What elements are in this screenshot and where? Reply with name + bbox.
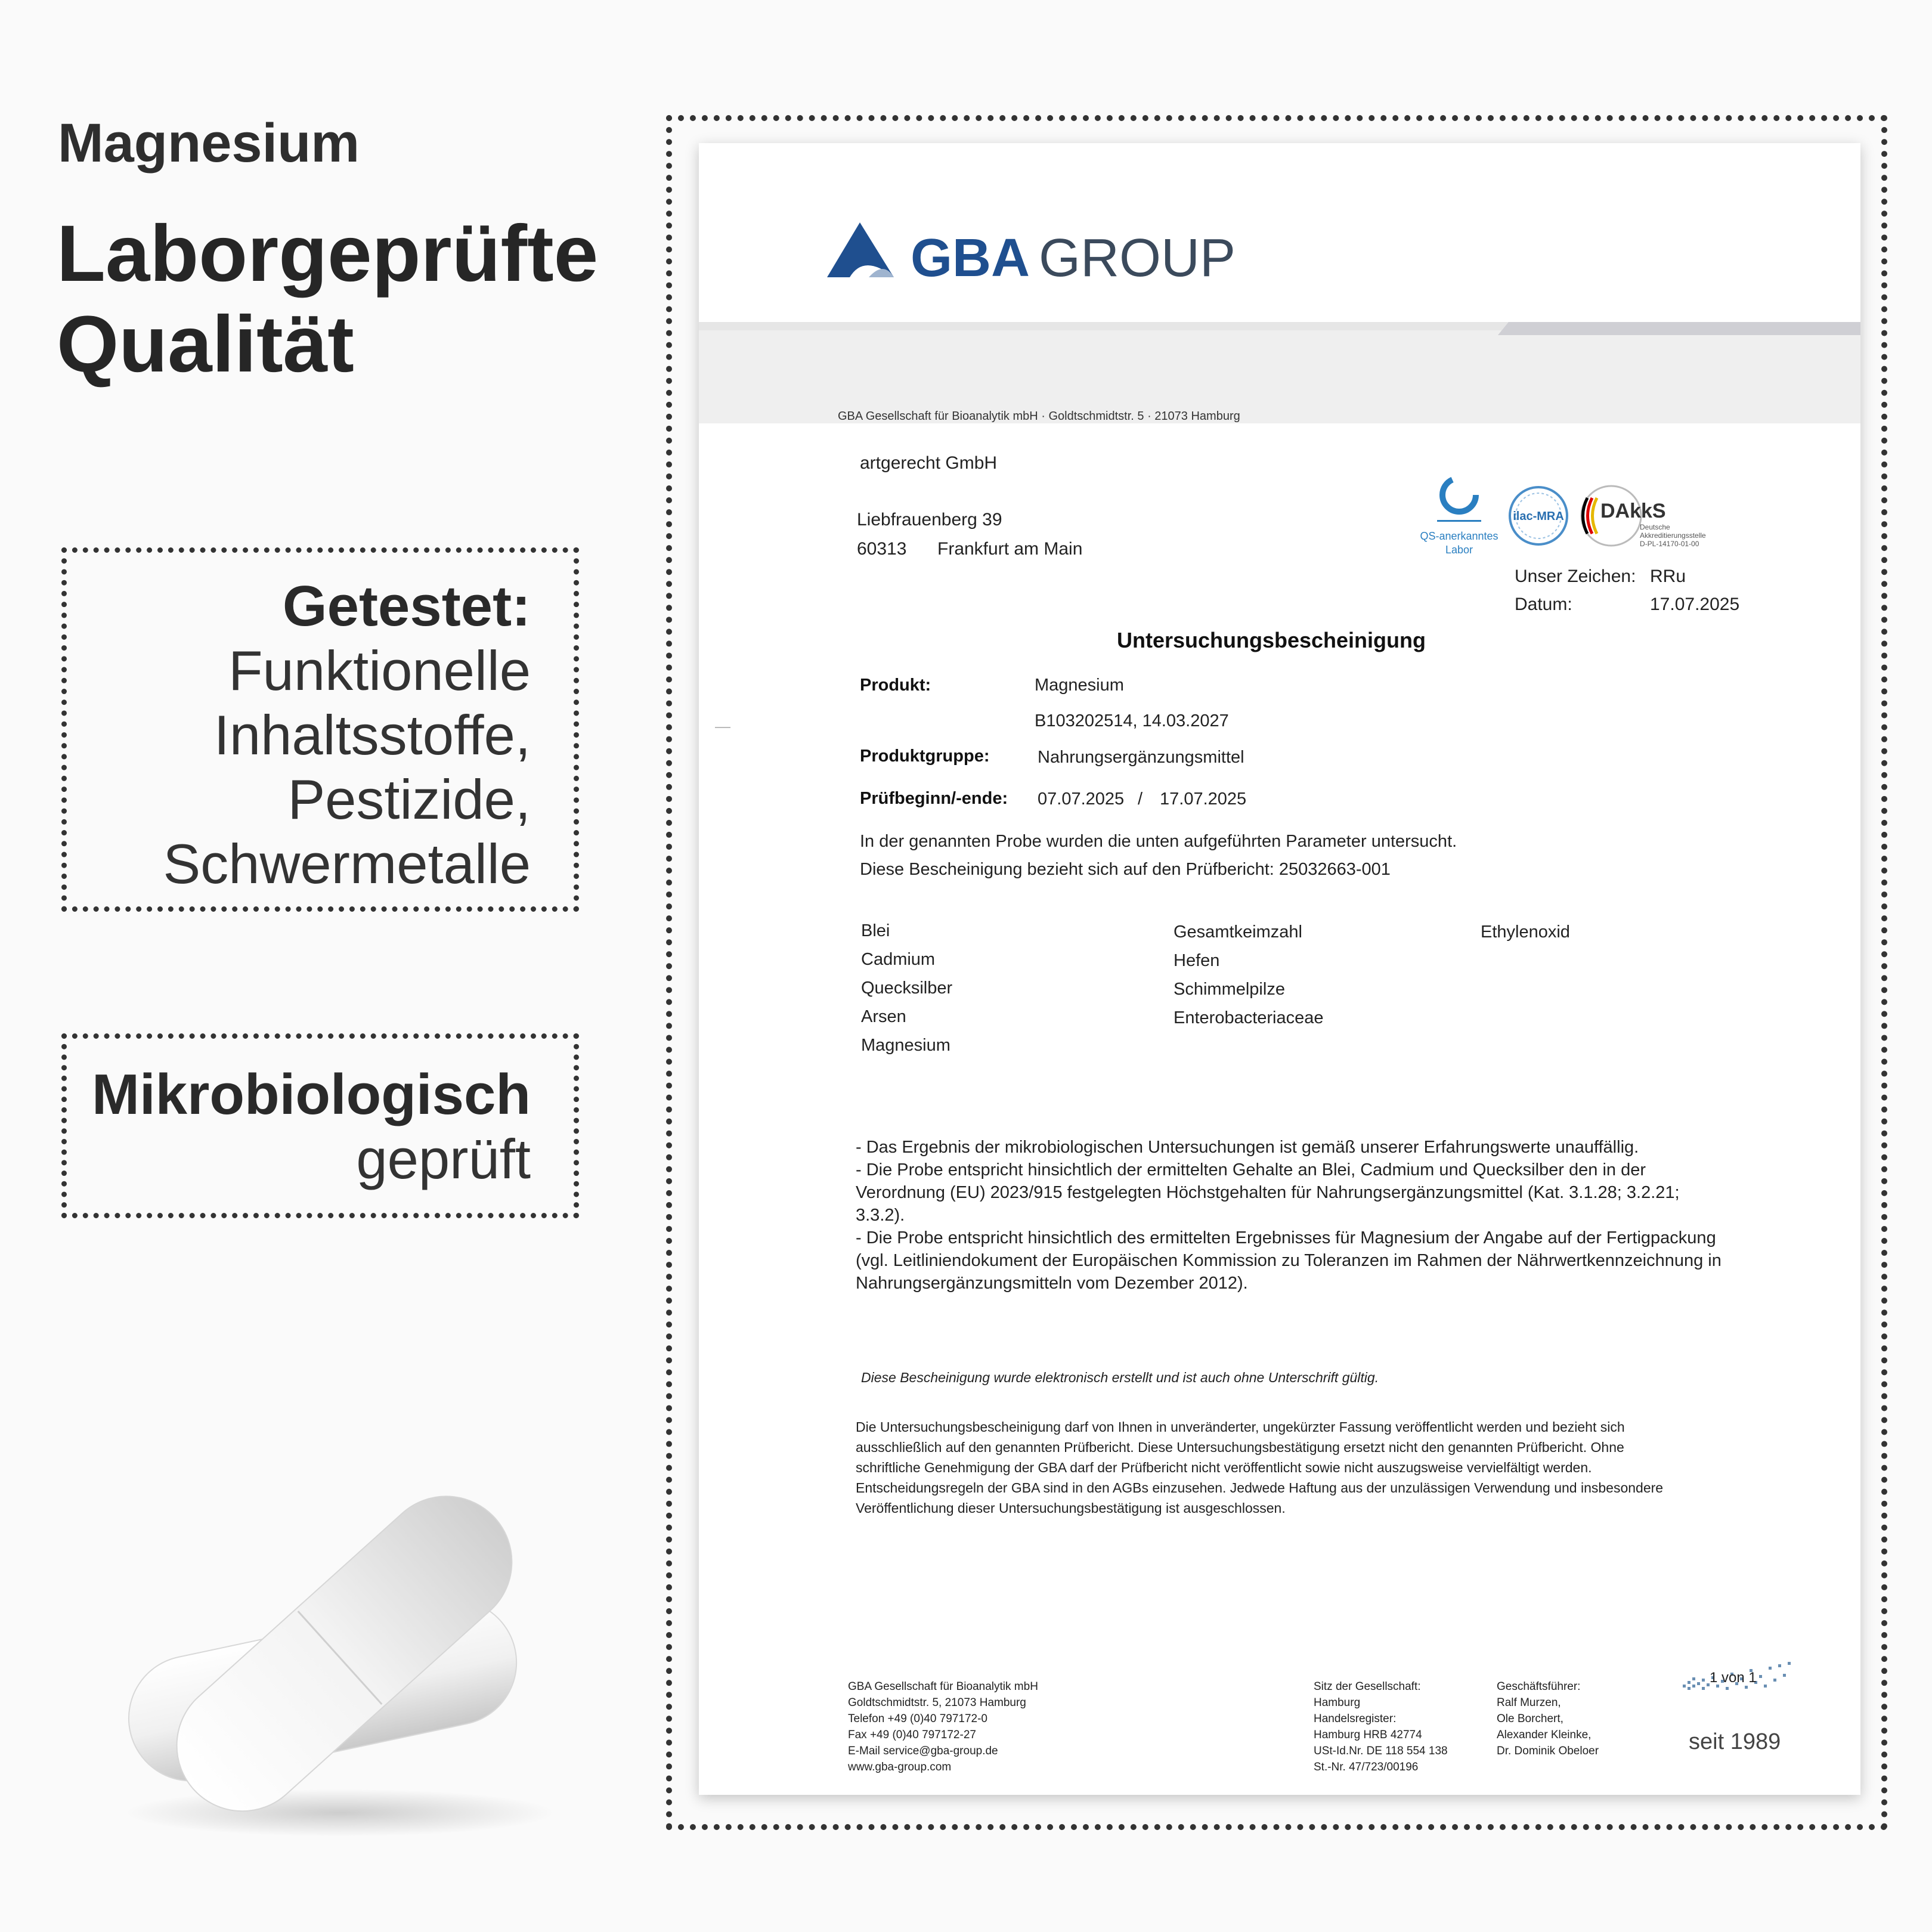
logo-text-light: GROUP — [1039, 228, 1236, 283]
since-year: seit 1989 — [1689, 1729, 1781, 1754]
certificate-document — [699, 143, 1860, 1795]
parameter-item: Schimmelpilze — [1174, 980, 1285, 999]
recipient-street: Liebfrauenberg 39 — [857, 510, 1002, 530]
logo-text-bold: GBA — [911, 228, 1030, 283]
parameter-item: Ethylenoxid — [1481, 922, 1570, 942]
disclaimer-line: Entscheidungsregeln der GBA sind in den AGBs einzusehen. Jedwede Haftung aus der unzulässigen Verwendung und insbesondere — [856, 1480, 1664, 1496]
document-title: Untersuchungsbescheinigung — [1116, 628, 1426, 652]
recipient-city: Frankfurt am Main — [937, 539, 1083, 559]
reference-value: RRu — [1650, 566, 1686, 586]
reference-label: Unser Zeichen: — [1515, 566, 1636, 586]
tested-title: Getestet: — [282, 574, 531, 638]
sender-line: GBA Gesellschaft für Bioanalytik mbH · Goldtschmidtstr. 5 · 21073 Hamburg — [838, 410, 1240, 423]
period-separator: / — [1138, 789, 1143, 809]
period-end: 17.07.2025 — [1160, 789, 1247, 809]
parameter-item: Arsen — [861, 1007, 906, 1026]
micro-line: geprüft — [356, 1128, 531, 1190]
micro-box — [61, 1033, 579, 1218]
result-line: Nahrungsergänzungsmitteln vom Dezember 2012). — [856, 1274, 1248, 1293]
product-label: Produkt: — [860, 676, 931, 695]
parameter-item: Blei — [861, 921, 890, 940]
footer-management: Geschäftsführer: Ralf Murzen, Ole Borchert, Alexander Kleinke, Dr. Dominik Obeloer — [1497, 1680, 1599, 1757]
tested-line: Funktionelle — [228, 639, 531, 702]
period-start: 07.07.2025 — [1038, 789, 1125, 809]
ilac-mra-icon — [1510, 487, 1567, 544]
svg-text:QS-anerkanntes: QS-anerkanntes — [1420, 530, 1498, 542]
product-group-value: Nahrungsergänzungsmittel — [1038, 748, 1244, 767]
footer-company: GBA Gesellschaft für Bioanalytik mbH Goldtschmidtstr. 5, 21073 Hamburg Telefon +49 (0)40 797172-0 Fax +49 (0)40 797172-27 E-Mail service@gba-group.de www.gba-group.com — [848, 1680, 1038, 1773]
headline-line-2: Qualität — [57, 300, 354, 389]
svg-text:DAkkS: DAkkS — [1600, 500, 1666, 522]
gba-group-logo — [827, 218, 1256, 283]
product-name: Magnesium — [58, 113, 360, 174]
tested-line: Schwermetalle — [163, 832, 531, 895]
parameter-item: Enterobacteriaceae — [1174, 1008, 1324, 1027]
intro-line: In der genannten Probe wurden die unten aufgeführten Parameter untersucht. — [860, 832, 1457, 851]
svg-text:Akkreditierungsstelle: Akkreditierungsstelle — [1640, 531, 1706, 540]
result-line: (vgl. Leitliniendokument der Europäischen Kommission zu Toleranzen im Rahmen der Nährwertkennzeichnung in — [856, 1251, 1722, 1270]
date-label: Datum: — [1515, 595, 1572, 614]
disclaimer-line: ausschließlich auf den genannten Prüfbericht. Diese Untersuchungsbestätigung ersetzt nicht den genannten Prüfbericht. Ohne — [856, 1439, 1624, 1455]
parameter-item: Hefen — [1174, 951, 1220, 970]
tested-box — [61, 547, 579, 912]
intro-line: Diese Bescheinigung bezieht sich auf den Prüfbericht: 25032663-001 — [860, 860, 1391, 879]
product-group-label: Produktgruppe: — [860, 747, 990, 766]
recipient-zip: 60313 — [857, 539, 907, 559]
margin-mark — [715, 727, 730, 728]
accreditation-logos — [1408, 465, 1730, 572]
header-band-accent — [1498, 322, 1860, 335]
qs-lab-icon — [1420, 478, 1498, 556]
header-band — [699, 322, 1860, 423]
recipient-company: artgerecht GmbH — [860, 453, 998, 473]
parameter-item: Cadmium — [861, 950, 936, 969]
micro-title: Mikrobiologisch — [91, 1063, 531, 1126]
date-value: 17.07.2025 — [1650, 595, 1740, 614]
product-value: Magnesium — [1035, 676, 1124, 695]
footer-registry: Sitz der Gesellschaft: Hamburg Handelsregister: Hamburg HRB 42774 USt-Id.Nr. DE 118 554 138 St.-Nr. 47/723/00196 — [1314, 1680, 1448, 1773]
result-line: 3.3.2). — [856, 1206, 905, 1225]
capsules-image — [89, 1431, 584, 1860]
page-number: 1 von 1 — [1710, 1670, 1757, 1686]
result-line: - Das Ergebnis der mikrobiologischen Untersuchungen ist gemäß unserer Erfahrungswerte unauffällig. — [856, 1138, 1639, 1157]
parameter-item: Quecksilber — [861, 979, 953, 998]
electronic-note: Diese Bescheinigung wurde elektronisch erstellt und ist auch ohne Unterschrift gültig. — [861, 1370, 1379, 1385]
headline — [57, 209, 598, 390]
batch-value: B103202514, 14.03.2027 — [1035, 711, 1229, 730]
headline-line-1: Laborgeprüfte — [57, 209, 599, 298]
dakks-icon — [1581, 486, 1706, 548]
disclaimer-line: schriftliche Genehmigung der GBA darf der Prüfbericht nicht veröffentlicht sowie nicht auszugsweise vervielfältigt werden. — [856, 1460, 1592, 1475]
svg-text:Labor: Labor — [1445, 544, 1473, 556]
disclaimer-line: Die Untersuchungsbescheinigung darf von Ihnen in unveränderter, ungekürzter Fassung veröffentlicht werden und bezieht sich — [856, 1419, 1625, 1435]
result-line: - Die Probe entspricht hinsichtlich der ermittelten Gehalte an Blei, Cadmium und Quecksilber den in der — [856, 1160, 1646, 1179]
svg-text:ilac-MRA: ilac-MRA — [1513, 510, 1564, 523]
tested-line: Pestizide, — [287, 768, 531, 831]
svg-text:D-PL-14170-01-00: D-PL-14170-01-00 — [1640, 540, 1699, 548]
tested-line: Inhaltsstoffe, — [213, 704, 531, 766]
disclaimer-line: Veröffentlichung dieser Untersuchungsbestätigung ist ausgeschlossen. — [856, 1500, 1286, 1516]
period-label: Prüfbeginn/-ende: — [860, 789, 1008, 808]
parameter-item: Gesamtkeimzahl — [1174, 922, 1302, 942]
result-line: Verordnung (EU) 2023/915 festgelegten Höchstgehalten für Nahrungsergänzungsmittel (Kat. 3.1.28; 3.2.21; — [856, 1183, 1680, 1202]
svg-text:Deutsche: Deutsche — [1640, 523, 1670, 531]
result-line: - Die Probe entspricht hinsichtlich des ermittelten Ergebnisses für Magnesium der Angabe auf der Fertigpackung — [856, 1228, 1716, 1247]
parameter-item: Magnesium — [861, 1036, 950, 1055]
